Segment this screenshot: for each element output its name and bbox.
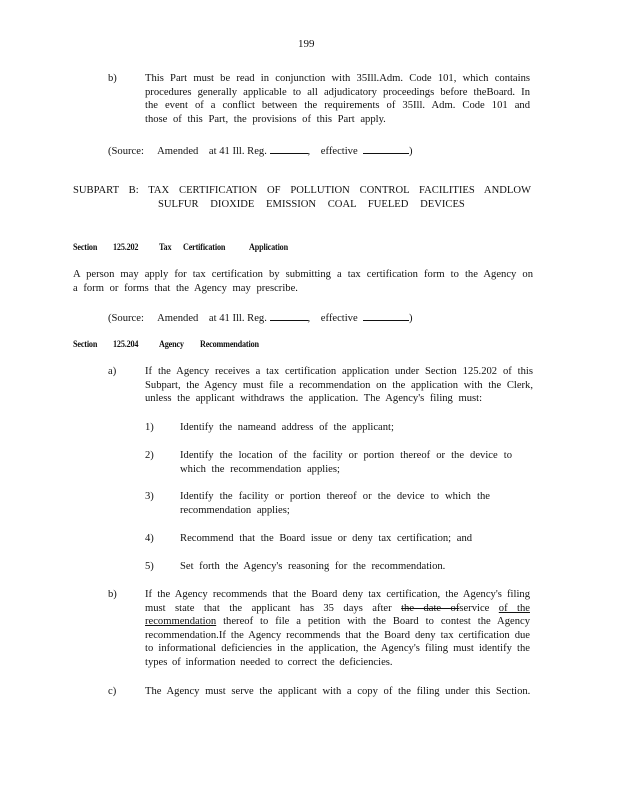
section-204-heading — [73, 339, 373, 353]
subpart-line-1: SUBPART B: TAX CERTIFICATION OF POLLUTION CONTROL FACILITIES ANDLOW — [73, 185, 531, 196]
section-202-heading — [73, 242, 373, 256]
source-amended: Amended — [157, 146, 199, 157]
list-item-number: 4) — [145, 533, 154, 544]
text-run: thereof to file a petition with the Board to contest the Agency recommendation.If the Agency recommends that the Board deny tax certification due to informational deficiencies in the application, the Agency's filing must identify the types of information needed to correct the deficiencies. — [145, 616, 530, 668]
source-comma: , — [307, 313, 311, 324]
reg-blank — [270, 143, 308, 154]
section-202-text: A person may apply for tax certification by submitting a tax certification form to the Agency on a form or forms that the Agency may prescribe. — [73, 269, 533, 294]
source-note-2 — [108, 310, 412, 326]
source-amended: Amended — [157, 313, 199, 324]
section-label: Section — [73, 243, 98, 253]
section-title-word: Certification — [183, 243, 226, 253]
paragraph-b2-label: b) — [108, 589, 117, 600]
source-close: ) — [408, 313, 413, 324]
section-label: Section — [73, 340, 98, 350]
section-title-word: Agency — [159, 340, 184, 350]
subpart-line-2: SULFUR DIOXIDE EMISSION COAL FUELED DEVICES — [158, 198, 465, 210]
source-effective: effective — [320, 146, 358, 157]
effective-blank — [363, 310, 409, 321]
paragraph-a-label: a) — [108, 366, 117, 377]
source-effective: effective — [320, 313, 358, 324]
paragraph-a-text: If the Agency receives a tax certification application under Section 125.202 of this Subpart, the Agency must file a recommendation on the application with the Clerk, unless the applicant withdraws the application. The Agency's filing must: — [145, 366, 533, 405]
paragraph-b2-text — [145, 588, 530, 670]
subpart-heading — [73, 184, 531, 211]
paragraph-c-text: The Agency must serve the applicant with a copy of the filing under this Section. — [145, 686, 531, 697]
section-number: 125.202 — [113, 243, 139, 253]
list-item-number: 3) — [145, 491, 154, 502]
list-item-text: Recommend that the Board issue or deny tax certification; and — [180, 533, 473, 544]
text-run: If the Agency recommends that the Board deny tax certification, the Agency's filing must state that the applicant has 35 days after — [145, 589, 530, 614]
list-item-number: 1) — [145, 422, 154, 433]
page-number: 199 — [298, 38, 315, 50]
source-note-1 — [108, 143, 412, 159]
section-title-word: Recommendation — [200, 340, 259, 350]
inserted-text: of the recommendation — [145, 602, 530, 628]
paragraph-b-text: This Part must be read in conjunction with 35Ill.Adm. Code 101, which contains procedures generally applicable to all adjudicatory proceedings before theBoard. In the event of a conflict between the requirements of 35Ill. Adm. Code 101 and those of this Part, the provisions of this Part apply. — [145, 73, 530, 125]
paragraph-b-label: b) — [108, 73, 117, 84]
list-item-text: Set forth the Agency's reasoning for the recommendation. — [180, 561, 446, 572]
paragraph-c-label: c) — [108, 686, 117, 697]
reg-blank — [270, 310, 308, 321]
list-item-text: Identify the nameand address of the applicant; — [180, 422, 394, 433]
effective-blank — [363, 143, 409, 154]
section-title-word: Application — [249, 243, 288, 253]
text-run: service — [459, 602, 499, 614]
list-item-text: Identify the facility or portion thereof or the device to which the recommendation applies; — [180, 491, 490, 516]
source-comma: , — [307, 146, 311, 157]
source-prefix: (Source: — [108, 146, 144, 157]
struck-text: the date of — [401, 602, 460, 614]
section-title-word: Tax — [159, 243, 172, 253]
source-reg: at 41 Ill. Reg. — [208, 146, 267, 157]
list-item-number: 2) — [145, 450, 154, 461]
source-close: ) — [408, 146, 413, 157]
source-prefix: (Source: — [108, 313, 144, 324]
source-reg: at 41 Ill. Reg. — [208, 313, 267, 324]
section-number: 125.204 — [113, 340, 139, 350]
list-item-text: Identify the location of the facility or portion thereof or the device to which the recommendation applies; — [180, 450, 512, 475]
list-item-number: 5) — [145, 561, 154, 572]
